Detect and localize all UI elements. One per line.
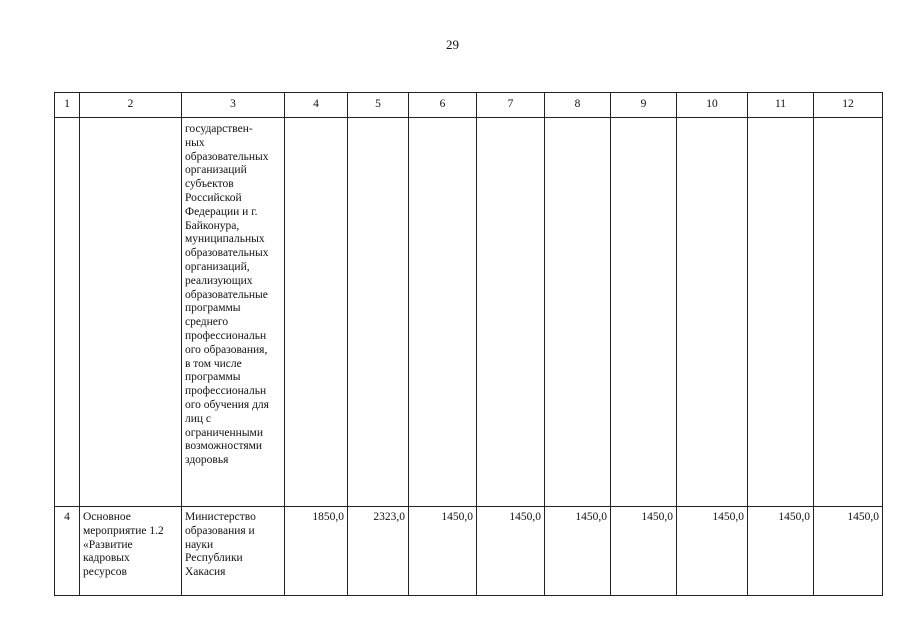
activity-name-text: Основное мероприятие 1.2 «Развитие кадровых ресурсов [83,511,164,579]
header-cell: 8 [545,93,611,118]
value-cell: 1450,0 [814,507,883,596]
empty-cell [80,118,182,507]
value-cell: 1450,0 [409,507,477,596]
header-cell: 3 [182,93,285,118]
header-cell: 4 [285,93,348,118]
header-cell: 9 [611,93,677,118]
empty-cell [545,118,611,507]
empty-cell [348,118,409,507]
header-cell: 12 [814,93,883,118]
executor-text: Министерство образования и науки Республики Хакасия [185,511,256,579]
empty-cell [409,118,477,507]
value-cell: 1450,0 [477,507,545,596]
empty-cell [55,118,80,507]
table-row [55,118,883,507]
executor-cell [182,507,285,596]
empty-cell [477,118,545,507]
recipient-description-cell [182,118,285,507]
page-number: 29 [446,37,459,52]
value-cell: 1450,0 [677,507,748,596]
empty-cell [814,118,883,507]
value-cell: 1850,0 [285,507,348,596]
value-cell: 2323,0 [348,507,409,596]
budget-table [54,92,883,596]
header-cell: 5 [348,93,409,118]
table-row [55,507,883,596]
row-number-cell: 4 [55,507,80,596]
recipient-description-text: государствен- ных образовательных организаций субъектов Российской Федерации и г. Байконура, муниципальных образовательных организаций, реализующих образовательные программы среднего профессиональн ого образования, в том числе программы профессиональн ого обучения для лиц с ограниченными возможностями здоровья [185,123,269,467]
empty-cell [285,118,348,507]
header-cell: 1 [55,93,80,118]
value-cell: 1450,0 [611,507,677,596]
header-cell: 6 [409,93,477,118]
header-cell: 10 [677,93,748,118]
activity-name-cell [80,507,182,596]
value-cell: 1450,0 [545,507,611,596]
empty-cell [677,118,748,507]
header-cell: 2 [80,93,182,118]
header-cell: 11 [748,93,814,118]
empty-cell [748,118,814,507]
header-cell: 7 [477,93,545,118]
value-cell: 1450,0 [748,507,814,596]
empty-cell [611,118,677,507]
header-row [55,93,883,118]
